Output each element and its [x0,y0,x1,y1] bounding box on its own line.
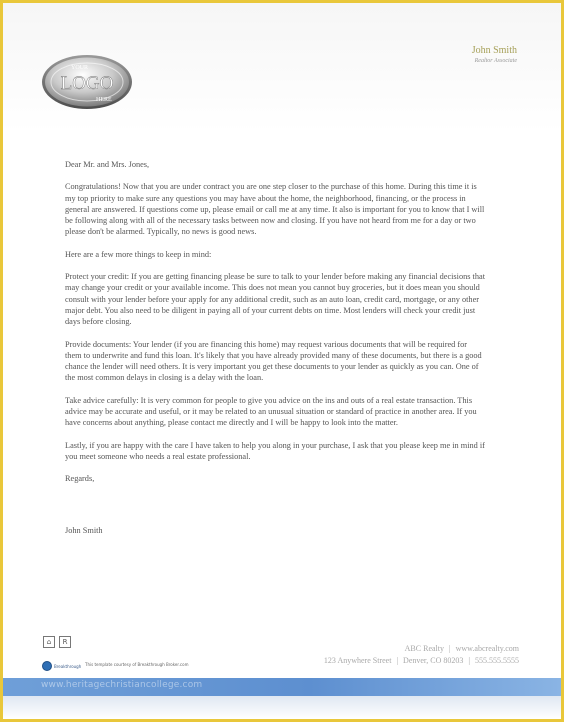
city: Denver, CO 80203 [403,656,464,665]
breakthrough-mark-icon [42,661,52,671]
street: 123 Anywhere Street [323,656,392,665]
paragraph-keep-in-mind: Here are a few more things to keep in mind: [65,249,212,259]
letter-body [65,159,485,547]
paragraph-credit: Protect your credit: If you are getting financing please be sure to talk to your lender before making any financial decisions that may change your credit or your available income. This does not mean you cannot buy groceries, but it does mean you should consult with your lender before your apply for any additional credit, such as an auto loan, credit card, mortgage, or any other major debt. You also need to be diligent in paying all of your current debts on time. Most lenders will check your credit just days before closing. [65,272,486,327]
agent-title: Realtor Associate [474,58,517,64]
paragraph-lastly: Lastly, if you are happy with the care I have taken to help you along in your purchase, I ask that you please keep me in mind if you meet someone who needs a real estate professional. [65,440,485,461]
courtesy-note: This template courtesy of Breakthrough Broker.com [85,662,189,667]
logo-top-text: YOUR [71,65,89,71]
company-site[interactable]: www.abcrealty.com [455,644,519,653]
company-contact [324,643,519,667]
logo-bottom-text: HERE [96,97,112,103]
phone: 555.555.5555 [475,656,519,665]
agent-block [472,45,517,65]
footer-fade [3,696,561,719]
watermark-text: www.heritagechristiancollege.com [41,680,203,690]
address-line: 123 Anywhere Street | Denver, CO 80203 | 555.555.5555 [323,656,519,665]
equal-housing-icon: ⌂ [43,636,55,648]
footer-icons [43,636,71,648]
signature: John Smith [65,525,103,535]
paragraph-documents: Provide documents: Your lender (if you are financing this home) may request various documents that will be required for them to underwrite and fund this loan. It's likely that you have already provided many of these documents, but there is a good chance the lender will need others. It is very important you get these documents to your lender as quickly as you can. One of the most common delays in closing is a delay with the loan. [65,339,482,383]
agent-name: John Smith [471,45,517,56]
realtor-r-icon: R [59,636,71,648]
salutation: Dear Mr. and Mrs. Jones, [65,160,150,169]
closing: Regards, [65,474,95,484]
breakthrough-logo [42,661,81,671]
logo-badge-icon [41,53,133,111]
company-line: ABC Realty | www.abcrealty.com [404,644,519,653]
paragraph-advice: Take advice carefully: It is very common for people to give you advice on the ins and outs of a real estate transaction. This advice may be accurate and useful, or it may be related to an unusual situation or standard of practice in another area. If you have concerns about anything, please contact me directly and I will be happy to look into the matter. [65,395,477,428]
company-name: ABC Realty [404,644,444,653]
paragraph-intro: Congratulations! Now that you are under contract you are one step closer to the purchase of this home. During this time it is my top priority to make sure any questions you may have about the home, the neighborhood, financing, or the process in general are answered. If questions come up, please email or call me at any time. It also is important for you to know that I will be following along with all of the necessary tasks between now and closing. If you have not heard from me for a day or two please don't be alarmed. Typically, no news is good news. [65,182,485,237]
logo-main-text: LOGO [60,73,114,94]
letter-page [3,3,561,719]
breakthrough-text: Breakthrough [54,663,82,669]
